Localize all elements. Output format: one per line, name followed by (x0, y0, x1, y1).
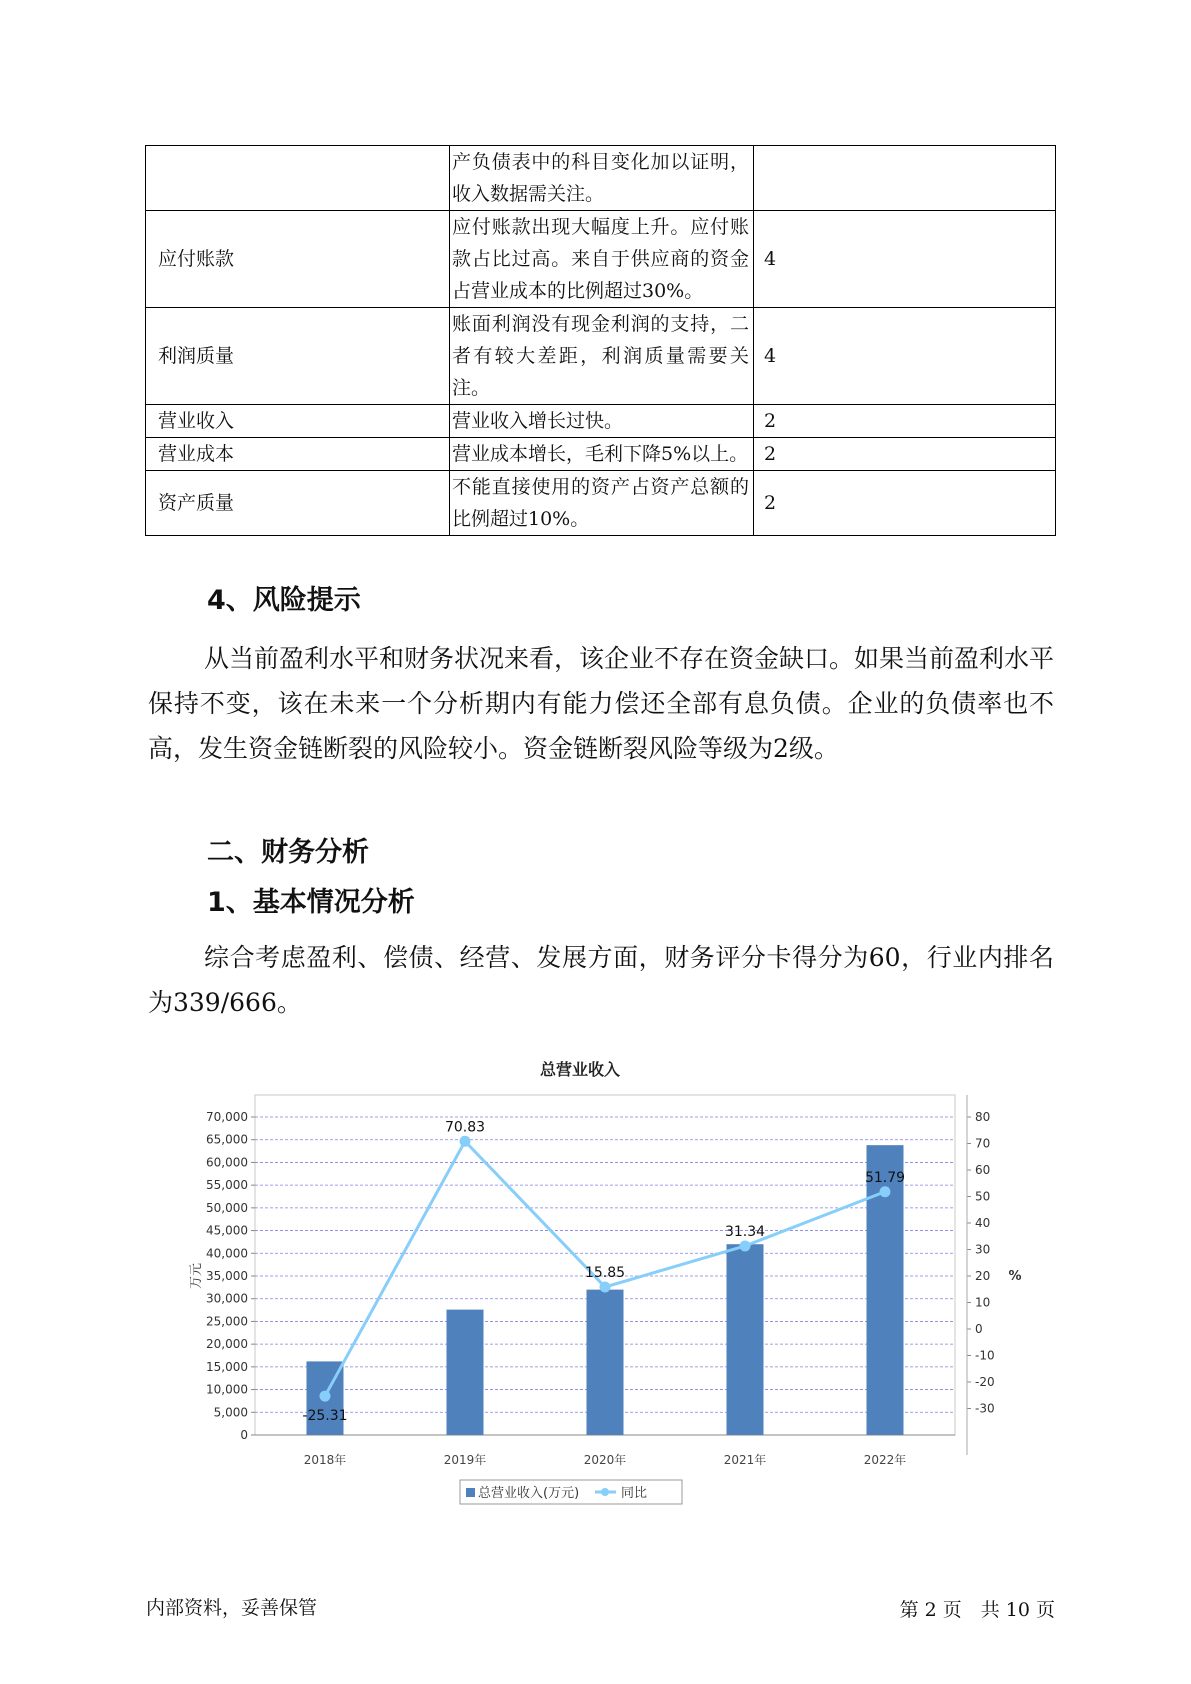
bar (587, 1290, 624, 1435)
table-cell-description: 产负债表中的科目变化加以证明，收入数据需关注。 (450, 146, 754, 211)
y2-tick-label: 20 (975, 1269, 991, 1283)
growth-point (320, 1391, 331, 1402)
y-tick-label: 45,000 (206, 1223, 248, 1238)
data-label: 70.83 (444, 1119, 486, 1136)
table-cell-level: 2 (754, 471, 1056, 536)
y2-tick-label: 30 (975, 1242, 991, 1257)
x-tick-label: 2018年 (303, 1453, 347, 1467)
growth-point (600, 1281, 611, 1292)
table-cell-description: 营业收入增长过快。 (450, 405, 754, 438)
financial-analysis-heading: 二、财务分析 (207, 837, 369, 868)
table-row (146, 471, 1056, 536)
y-tick-label: 40,000 (206, 1246, 248, 1261)
legend-bar-label: 总营业收入(万元) (478, 1486, 580, 1501)
bar (727, 1244, 764, 1435)
y-axis-label: 万元 (189, 1262, 204, 1290)
y2-tick-label: -20 (975, 1375, 995, 1389)
table-cell-description: 应付账款出现大幅度上升。应付账款占比过高。来自于供应商的资金占营业成本的比例超过30%。 (450, 211, 754, 308)
growth-point (880, 1186, 891, 1197)
growth-point (460, 1136, 471, 1147)
legend-bar-swatch (466, 1488, 475, 1497)
table-cell-level: 4 (754, 211, 1056, 308)
basic-analysis-heading: 1、基本情况分析 (207, 887, 415, 918)
table-cell-level: 4 (754, 308, 1056, 405)
x-tick-label: 2019年 (443, 1453, 487, 1467)
y-tick-label: 55,000 (206, 1178, 248, 1193)
bar (447, 1310, 484, 1435)
risk-heading: 4、风险提示 (207, 585, 361, 616)
y2-axis-label: % (1008, 1269, 1022, 1284)
table-row (146, 211, 1056, 308)
y-tick-label: 60,000 (206, 1155, 248, 1170)
y-tick-label: 50,000 (206, 1200, 248, 1215)
x-tick-label: 2022年 (863, 1453, 907, 1467)
y2-tick-label: 40 (975, 1216, 991, 1230)
table-cell-indicator: 营业收入 (146, 405, 450, 438)
data-label: 51.79 (864, 1169, 906, 1186)
y-tick-label: 0 (240, 1428, 248, 1442)
basic-analysis-paragraph: 综合考虑盈利、偿债、经营、发展方面，财务评分卡得分为60，行业内排名为339/666。 (148, 943, 1054, 1017)
chart-title: 总营业收入 (539, 1060, 621, 1079)
y2-tick-label: 10 (975, 1295, 991, 1310)
y2-tick-label: 80 (975, 1110, 991, 1124)
y-tick-label: 30,000 (206, 1291, 248, 1306)
revenue-chart (180, 1055, 1022, 1525)
table-cell-indicator: 营业成本 (146, 438, 450, 471)
growth-point (740, 1240, 751, 1251)
y2-tick-label: -30 (975, 1401, 995, 1416)
table-cell-indicator: 应付账款 (146, 211, 450, 308)
table-cell-description: 账面利润没有现金利润的支持，二者有较大差距，利润质量需要关注。 (450, 308, 754, 405)
table-cell-indicator: 资产质量 (146, 471, 450, 536)
risk-table (145, 145, 1056, 536)
y-tick-label: 20,000 (206, 1337, 248, 1352)
y2-tick-label: -10 (975, 1348, 995, 1363)
table-cell-indicator (146, 146, 450, 211)
y-tick-label: 35,000 (206, 1269, 248, 1283)
y-tick-label: 15,000 (206, 1359, 248, 1374)
data-label: 15.85 (584, 1264, 626, 1281)
y-tick-label: 10,000 (206, 1382, 248, 1397)
table-cell-description: 营业成本增长，毛利下降5%以上。 (450, 438, 754, 471)
y-tick-label: 5,000 (213, 1405, 248, 1420)
y-tick-label: 70,000 (206, 1110, 248, 1124)
y2-tick-label: 60 (975, 1163, 991, 1177)
table-cell-indicator: 利润质量 (146, 308, 450, 405)
table-row (146, 146, 1056, 211)
table-cell-level: 2 (754, 405, 1056, 438)
table-row (146, 405, 1056, 438)
y2-tick-label: 0 (975, 1322, 983, 1336)
y-tick-label: 65,000 (206, 1132, 248, 1147)
x-tick-label: 2020年 (583, 1453, 627, 1467)
data-label: -25.31 (302, 1408, 348, 1425)
legend-line-marker (601, 1488, 609, 1496)
x-tick-label: 2021年 (723, 1453, 767, 1467)
y-tick-label: 25,000 (206, 1314, 248, 1329)
y2-tick-label: 50 (975, 1189, 991, 1204)
table-cell-level: 2 (754, 438, 1056, 471)
table-cell-description: 不能直接使用的资产占资产总额的比例超过10%。 (450, 471, 754, 536)
data-label: 31.34 (724, 1223, 766, 1240)
table-row (146, 438, 1056, 471)
footer-page-number: 第 2 页 共 10 页 (899, 1599, 1055, 1621)
legend-line-label: 同比 (621, 1486, 648, 1501)
table-row (146, 308, 1056, 405)
y2-tick-label: 70 (975, 1136, 991, 1151)
risk-paragraph: 从当前盈利水平和财务状况来看，该企业不存在资金缺口。如果当前盈利水平保持不变，该在未来一个分析期内有能力偿还全部有息负债。企业的负债率也不高，发生资金链断裂的风险较小。资金链断裂风险等级为2级。 (148, 644, 1055, 763)
table-cell-level (754, 146, 1056, 211)
footer-confidential: 内部资料，妥善保管 (146, 1597, 318, 1619)
